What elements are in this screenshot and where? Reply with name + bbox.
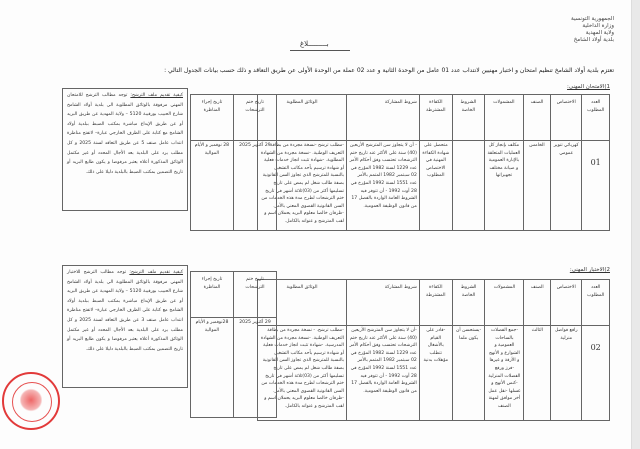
cell-specialty: كهربائي تنوير عمومي: [551, 141, 582, 231]
table-row: [191, 318, 277, 418]
cell-special-conditions: -يستحسن أن يكون ملما: [452, 326, 485, 421]
col-header: الوثائق المطلوبة: [258, 95, 347, 141]
col-header: الشروط الخاصة: [452, 280, 485, 326]
table-row: [258, 141, 610, 231]
title-underline: [290, 50, 350, 51]
official-stamp-icon: [2, 372, 60, 430]
col-header: تاريخ إجراء المناظرة: [191, 272, 234, 318]
stamp-emblem: [20, 388, 42, 412]
requirements-table: [257, 279, 610, 421]
cell-specialty: رافع فواضل منزلية: [551, 326, 582, 421]
table-header-row: [191, 272, 277, 318]
dates-table: [190, 94, 277, 231]
cell-exam-date: 28نوفمبر و الأيام الموالية: [191, 318, 234, 418]
col-header: العدد المطلوب: [582, 280, 610, 326]
cell-count: 01: [582, 141, 610, 231]
col-header: الشروط الخاصة: [452, 95, 484, 141]
letterhead-line: الجمهورية التونسية: [571, 16, 614, 22]
note-label: كيفية تقديم ملف الترشح:: [129, 270, 184, 275]
cell-duties: -جمع الفضلات بالساحات العمومية و الشوارع و الأنهج و الأزقة و غيرها -فرز ورفع الفضلات المنزلية -كنس الأنهج و غسلها -نقل عمل أخر موافق لمهنة الصنف: [485, 326, 524, 421]
letterhead-line: ولاية المهدية: [585, 30, 614, 36]
page-edge: [631, 0, 640, 449]
letterhead: [571, 16, 614, 44]
letterhead-line: وزارة الداخلية: [582, 23, 614, 29]
col-header: تاريخ إجراء المناظرة: [191, 95, 234, 141]
letterhead-line: بلدية أولاد الشامخ: [573, 37, 614, 43]
application-note: [62, 265, 188, 388]
note-text: توجه مطالب الترشح للاختبار المهني مرفوقة بالوثائق المطلوبة الى بلدية أولاد الشامخ شارع الحبيب بورقيبة 5120 – ولاية المهدية عن طريق البريد أو عن طريق الإيداع مباشرة بمكتب الضبط ببلدية أولاد الشامخ مع كتابة على الظرف الخارجي عبارة– لاتفتح مناظرة انتداب عامل صنف 3 عن طريق التعاقد لسنة 2025 و كل مطلب يرد على البلدية بعد الأجال المحدد أو غير مكتمل الوثائق المذكورة أعلاه يعتبر مرفوضا و يكون طابع البريد أو تاريخ التضمين بمكتب الضبط بالبلدية دليلا على ذلك.: [67, 270, 183, 352]
cell-qualification: -قادر على القيام بالأشغال تتطلب مؤهلات بدنية: [419, 326, 452, 421]
table-row: [191, 141, 277, 231]
col-header: شروط المشاركة: [346, 280, 419, 326]
col-header: العدد المطلوب: [582, 95, 610, 141]
table-header-row: [258, 280, 610, 326]
section-heading: 1)الامتحان المهني:: [567, 84, 610, 90]
col-header: الاختصاص: [551, 95, 582, 141]
col-header: الكفاءة المشترطة: [419, 95, 452, 141]
col-header: الصنف: [523, 95, 550, 141]
section-heading: 2)الاختبار المهني:: [569, 267, 610, 273]
cell-documents: -مطلب ترشح -نسخة مجردة من بطاقة التعريف الوطنية. -نسخة مجردة من الشهادة المطلوبة. -شهادة تثبت انجاز خدمات فعلية أو شهادة ترسيم بأحد مكاتب التشغيل بالنسبة للمترشح الذي تجاوز السن القانونية بصفة طالب شغل لم يمض على تاريخ تسليمها أكثر من (03)ثلاثة أشهر في تاريخ ختم الترشحات لطرح مدة هذه الخدمات من السن القانونية القصوى المعني بالأمر. -ظرفان خالصا معلوم البريد يحملان اسم و لقب المترشح و عنوانه بالكامل.: [258, 141, 347, 231]
cell-close-date: 29 أكتوبر 2025: [233, 318, 276, 418]
cell-close-date: 29 أكتوبر 2025: [233, 141, 276, 231]
cell-participation: -أن لا يتجاوز سن المترشح الأربعين (40) سنة على الأكثر عند تاريخ ختم الترشحات تحتسب وفق أحكام الأمر عدد 1229 لسنة 1982 المؤرخ في 02 سبتمبر 1982 المتمم بالأمر عدد 1551 لسنة 1992 المؤرخ في 28 أوت 1992 - أن تتوفر فيه الشروط العامة الواردة بالفصل 17 من قانون الوظيفة العمومية.: [346, 326, 419, 421]
col-header: الصنف: [524, 280, 551, 326]
note-label: كيفية تقديم ملف الترشح:: [130, 93, 184, 98]
cell-qualification: متحصل على شهادة الكفاءة المهنية في الاختصاص المطلوب: [419, 141, 452, 231]
table-header-row: [258, 95, 610, 141]
cell-exam-date: 28 نوفمبر و الأيام الموالية: [191, 141, 234, 231]
col-header: المشمولات: [484, 95, 523, 141]
dates-table: [190, 271, 277, 418]
table-row: [258, 326, 610, 421]
cell-participation: - أن لا يتجاوز سن المترشح الأربعين (40) سنة على الأكثر عند تاريخ ختم الترشحات تحتسب وفق أحكام الأمر عدد 1229 لسنة 1982 المؤرخ في 02 سبتمبر 1982 المتمم بالأمر عدد 1551 لسنة 1992 المؤرخ في 28 أوت 1992 - أن تتوفر فيه الشروط العامة الواردة بالفصل 17 من قانون الوظيفة العمومية.: [346, 141, 419, 231]
requirements-table: [257, 94, 610, 231]
intro-paragraph: تعتزم بلدية أولاد الشامخ تنظيم امتحان و اختبار مهنيين لانتداب عدد 01 عامل من الوحدة الثانية و عدد 02 عملة من الوحدة الأولى عن طريق التعاقد و ذلك حسب بيانات الجدول التالي :: [164, 67, 614, 74]
col-header: الوثائق المطلوبة: [258, 280, 347, 326]
application-note: [62, 88, 188, 211]
col-header: الاختصاص: [551, 280, 582, 326]
cell-duties: مكلف بإنجاز كل العمليات المتعلقة بالإنارة العمومية و صيانة مختلف تجهيزاتها: [484, 141, 523, 231]
note-text: توجه مطالب الترشح للامتحان المهني مرفوقة بالوثائق المطلوبة الى بلدية أولاد الشامخ شارع الحبيب بورقيبة 5120 – ولاية المهدية عن طريق البريد أو عن طريق الإيداع مباشرة بمكتب الضبط ببلدية أولاد الشامخ مع كتابة على الظرف الخارجي عبارة– لاتفتح مناظرة انتداب عامل صنف 5 عن طريق التعاقد لسنة 2025 و كل مطلب يرد على البلدية بعد الأجال المحدد أو غير مكتمل الوثائق المذكورة أعلاه يعتبر مرفوضا و يكون طابع البريد أو تاريخ التضمين بمكتب الضبط بالبلدية دليلا على ذلك.: [67, 93, 183, 175]
col-header: شروط المشاركة: [346, 95, 419, 141]
col-header: الكفاءة المشترطة: [419, 280, 452, 326]
cell-grade: الخامس: [523, 141, 550, 231]
document-title: بـــــــــلاغ: [300, 40, 329, 48]
col-header: تاريخ ختم الترشحات: [233, 95, 276, 141]
col-header: المشمولات: [485, 280, 524, 326]
cell-documents: -مطلب ترشح. - نسخة مجردة من بطاقة التعريف الوطنية. -نسخة مجردة من الشهادة المدرسية. -شهادة تثبت انجاز خدمات فعلية أو شهادة ترسيم بأحد مكاتب التشغيل بالنسبة للمترشح الذي تجاوز السن القانونية بصفة طالب شغل لم يمض على تاريخ تسليمها أكثر من (03)ثلاثة أشهر في تاريخ ختم الترشحات لطرح مدة هذه الخدمات من السن القانونية القصوى المعني بالأمر. -ظرفان خالصا معلوم البريد يحملان اسم و لقب المترشح و عنوانه بالكامل.: [258, 326, 347, 421]
table-header-row: [191, 95, 277, 141]
cell-grade: الثالث: [524, 326, 551, 421]
cell-special-conditions: [452, 141, 484, 231]
cell-count: 02: [582, 326, 610, 421]
col-header: تاريخ ختم الترشحات: [233, 272, 276, 318]
